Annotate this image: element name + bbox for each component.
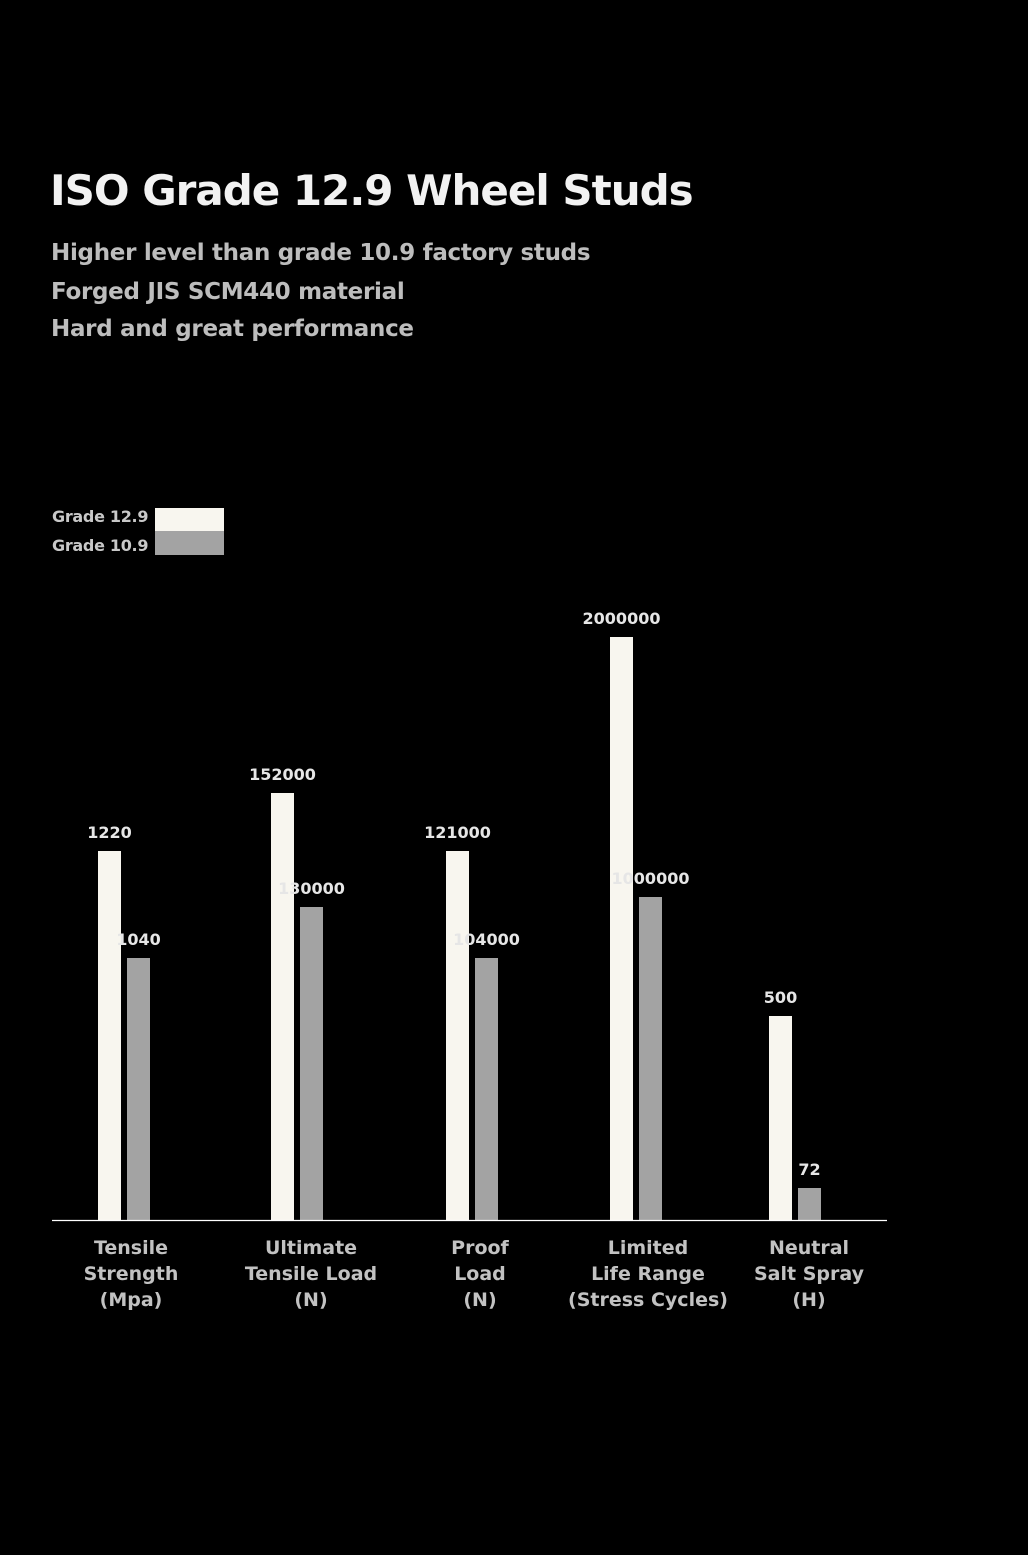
category-label-3-line-1: Life Range — [591, 1263, 705, 1285]
value-label-grade-12-9-0: 1220 — [87, 823, 132, 842]
value-label-grade-12-9-1: 152000 — [249, 765, 316, 784]
subtitle-line-2: Forged JIS SCM440 material — [51, 279, 405, 305]
bar-grade-12-9-2 — [446, 851, 469, 1220]
subtitle-line-3: Hard and great performance — [51, 316, 414, 342]
bar-grade-10-9-2 — [475, 958, 498, 1220]
bar-grade-10-9-3 — [639, 897, 662, 1220]
bar-grade-12-9-3 — [610, 637, 633, 1220]
value-label-grade-10-9-3: 1000000 — [611, 869, 690, 888]
category-label-4-line-1: Salt Spray — [754, 1263, 864, 1285]
category-label-1-line-1: Tensile Load — [244, 1263, 378, 1285]
bar-grade-10-9-1 — [300, 907, 323, 1220]
value-label-grade-10-9-0: 1040 — [116, 930, 161, 949]
subtitle-line-1: Higher level than grade 10.9 factory studs — [51, 240, 591, 266]
legend-label-grade-12-9: Grade 12.9 — [52, 507, 149, 526]
category-label-1-line-0: Ultimate — [264, 1237, 358, 1259]
legend-label-grade-10-9: Grade 10.9 — [52, 536, 149, 555]
value-label-grade-12-9-2: 121000 — [424, 823, 491, 842]
category-label-4-line-0: Neutral — [768, 1237, 850, 1259]
value-label-grade-12-9-4: 500 — [763, 988, 798, 1007]
category-label-1-line-2: (N) — [294, 1289, 328, 1311]
category-label-4 — [714, 1235, 904, 1313]
value-label-grade-10-9-2: 104000 — [453, 930, 520, 949]
category-label-2-line-1: Load — [454, 1263, 506, 1285]
category-label-1 — [216, 1235, 406, 1313]
category-label-2-line-2: (N) — [463, 1289, 497, 1311]
category-label-0-line-0: Tensile — [93, 1237, 169, 1259]
value-label-grade-12-9-3: 2000000 — [582, 609, 661, 628]
bar-grade-10-9-4 — [798, 1188, 821, 1220]
category-label-0-line-1: Strength — [83, 1263, 179, 1285]
category-label-3-line-2: (Stress Cycles) — [568, 1289, 728, 1311]
value-label-grade-10-9-4: 72 — [798, 1160, 821, 1179]
bar-grade-12-9-4 — [769, 1016, 792, 1220]
category-label-0 — [36, 1235, 226, 1313]
category-label-4-line-2: (H) — [792, 1289, 826, 1311]
category-label-3-line-0: Limited — [607, 1237, 689, 1259]
category-label-2 — [385, 1235, 575, 1313]
page-title: ISO Grade 12.9 Wheel Studs — [50, 166, 693, 215]
value-label-grade-10-9-1: 130000 — [278, 879, 345, 898]
bar-grade-12-9-1 — [271, 793, 294, 1220]
bar-grade-12-9-0 — [98, 851, 121, 1220]
category-label-2-line-0: Proof — [451, 1237, 509, 1259]
category-label-0-line-2: (Mpa) — [99, 1289, 163, 1311]
bar-grade-10-9-0 — [127, 958, 150, 1220]
